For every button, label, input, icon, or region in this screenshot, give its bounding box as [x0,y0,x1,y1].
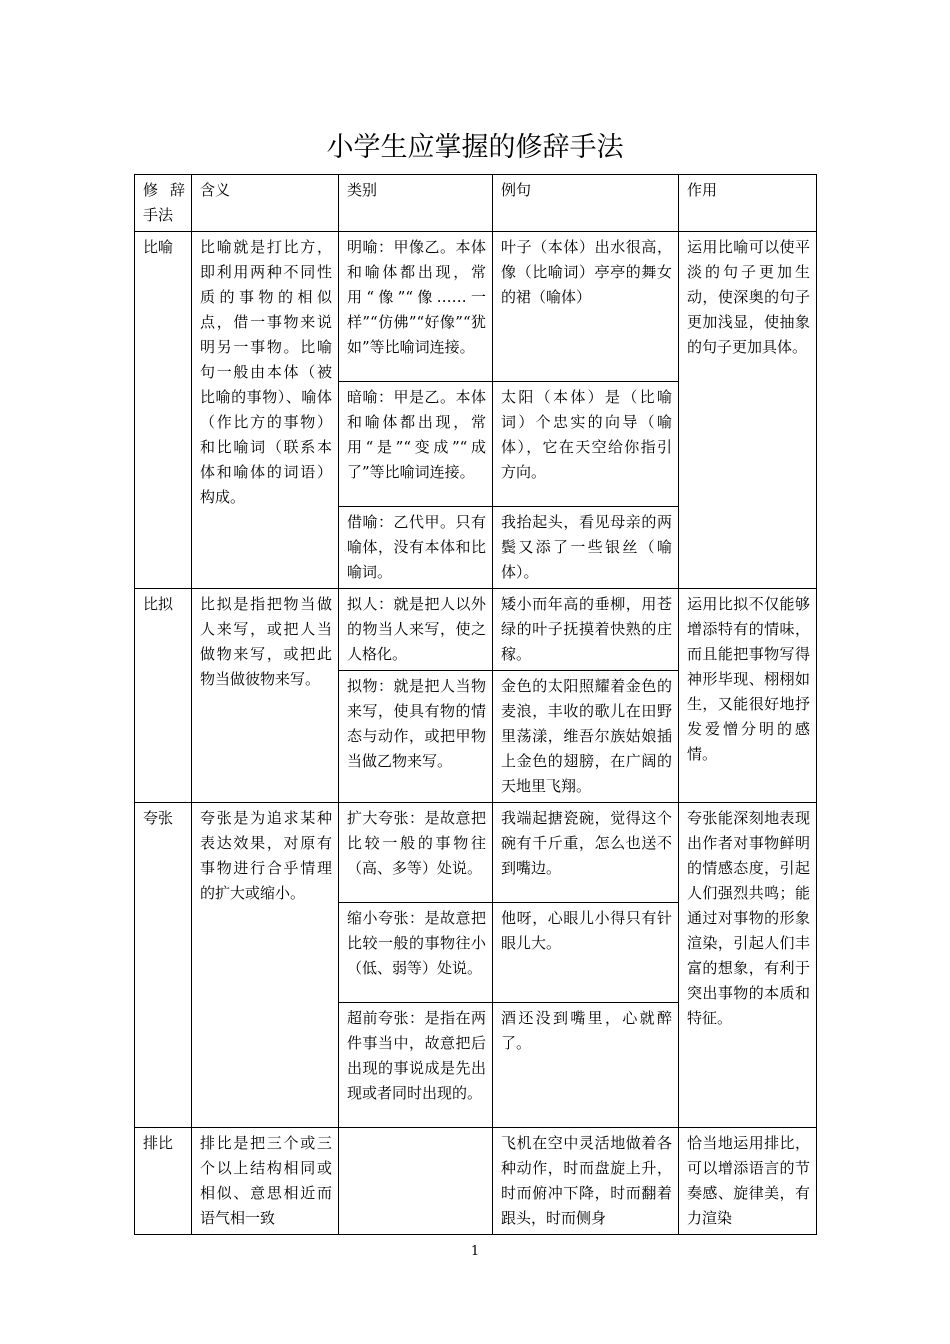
example-cell: 酒还没到嘴里，心就醉了。 [493,1003,679,1128]
table-row [135,803,817,903]
page-number: 1 [470,1244,480,1259]
category-cell: 超前夸张：是指在两件事当中，故意把后出现的事说成是先出现或者同时出现的。 [339,1003,493,1128]
example-cell: 矮小而年高的垂柳，用苍绿的叶子抚摸着快熟的庄稼。 [493,589,679,671]
header-technique: 修 辞 手法 [135,175,192,232]
meaning-cell: 比拟是指把物当做人来写，或把人当做物来写，或把此物当做彼物来写。 [192,589,339,803]
effect-cell: 运用比喻可以使平淡的句子更加生动，使深奥的句子更加浅显，使抽象的句子更加具体。 [679,232,817,589]
header-meaning: 含义 [192,175,339,232]
header-example: 例句 [493,175,679,232]
technique-cell: 比喻 [135,232,192,589]
example-cell: 金色的太阳照耀着金色的麦浪，丰收的歌儿在田野里荡漾，维吾尔族姑娘插上金色的翅膀，在广阔的天地里飞翔。 [493,671,679,803]
technique-cell: 比拟 [135,589,192,803]
page-title: 小学生应掌握的修辞手法 [326,132,624,163]
example-cell: 他呀，心眼儿小得只有针眼儿大。 [493,903,679,1003]
example-cell: 飞机在空中灵活地做着各种动作，时而盘旋上升，时而俯冲下降，时而翻着跟头，时而侧身 [493,1128,679,1235]
meaning-cell: 夸张是为追求某种表达效果，对原有事物进行合乎情理的扩大或缩小。 [192,803,339,1128]
category-cell: 缩小夸张：是故意把比较一般的事物往小（低、弱等）处说。 [339,903,493,1003]
technique-cell: 夸张 [135,803,192,1128]
effect-cell: 夸张能深刻地表现出作者对事物鲜明的情感态度，引起人们强烈共鸣；能通过对事物的形象渲染，引起人们丰富的想象，有利于突出事物的本质和特征。 [679,803,817,1128]
effect-cell: 恰当地运用排比，可以增添语言的节奏感、旋律美，有力渲染 [679,1128,817,1235]
table-row [135,232,817,382]
example-cell: 太阳（本体）是（比喻词）个忠实的向导（喻体），它在天空给你指引方向。 [493,382,679,507]
meaning-cell: 比喻就是打比方，即利用两种不同性质的事物的相似点，借一事物来说明另一事物。比喻句一般由本体（被比喻的事物）、喻体（作比方的事物）和比喻词（联系本体和喻体的词语）构成。 [192,232,339,589]
header-effect: 作用 [679,175,817,232]
example-cell: 我抬起头，看见母亲的两鬓又添了一些银丝（喻体）。 [493,507,679,589]
category-cell: 借喻：乙代甲。只有喻体，没有本体和比喻词。 [339,507,493,589]
meaning-cell: 排比是把三个或三个以上结构相同或相似、意思相近而语气相一致 [192,1128,339,1235]
category-cell: 拟人：就是把人以外的物当人来写，使之人格化。 [339,589,493,671]
category-cell: 明喻：甲像乙。本体和喻体都出现，常用“像”“像……一样”“仿佛”“好像”“犹如”等比喻词连接。 [339,232,493,382]
header-row [135,175,817,232]
example-cell: 我端起搪瓷碗，觉得这个碗有千斤重，怎么也送不到嘴边。 [493,803,679,903]
category-cell: 扩大夸张：是故意把比较一般的事物往（高、多等）处说。 [339,803,493,903]
category-cell [339,1128,493,1235]
category-cell: 暗喻：甲是乙。本体和喻体都出现，常用“是”“变成”“成了”等比喻词连接。 [339,382,493,507]
table-row [135,589,817,671]
table-row [135,1128,817,1235]
effect-cell: 运用比拟不仅能够增添特有的情味，而且能把事物写得神形毕现、栩栩如生，又能很好地抒发爱憎分明的感情。 [679,589,817,803]
rhetoric-table [134,174,817,1235]
category-cell: 拟物：就是把人当物来写，使具有物的情态与动作，或把甲物当做乙物来写。 [339,671,493,803]
example-cell: 叶子（本体）出水很高，像（比喻词）亭亭的舞女的裙（喻体） [493,232,679,382]
technique-cell: 排比 [135,1128,192,1235]
header-category: 类别 [339,175,493,232]
